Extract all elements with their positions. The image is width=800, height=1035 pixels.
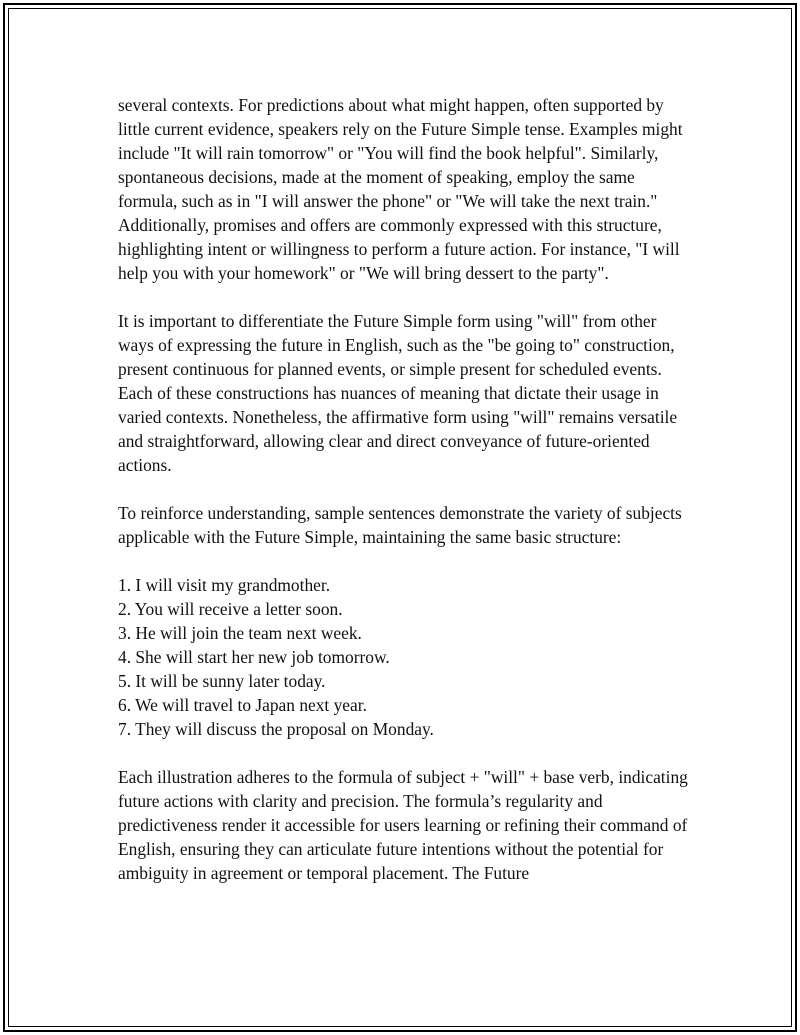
document-body	[118, 93, 688, 909]
list-item: 4. She will start her new job tomorrow.	[118, 647, 390, 667]
paragraph-differentiation: It is important to differentiate the Future Simple form using "will" from other ways of expressing the future in English, such as the "be going to" construction, present continuous for planned events, or simple present for scheduled events. Each of these constructions has nuances of meaning that dictate their usage in varied contexts. Nonetheless, the affirmative form using "will" remains versatile and straightforward, allowing clear and direct conveyance of future-oriented actions.	[118, 311, 678, 475]
list-item: 5. It will be sunny later today.	[118, 671, 326, 691]
list-item: 2. You will receive a letter soon.	[118, 599, 343, 619]
paragraph-predictions: several contexts. For predictions about what might happen, often supported by little current evidence, speakers rely on the Future Simple tense. Examples might include "It will rain tomorrow" or "You will find the book helpful". Similarly, spontaneous decisions, made at the moment of speaking, employ the same formula, such as in "I will answer the phone" or "We will take the next train." Additionally, promises and offers are commonly expressed with this structure, highlighting intent or willingness to perform a future action. For instance, "I will help you with your homework" or "We will bring dessert to the party".	[118, 95, 683, 283]
example-sentence-list	[118, 573, 688, 741]
list-item: 1. I will visit my grandmother.	[118, 575, 331, 595]
paragraph-examples-intro: To reinforce understanding, sample sentences demonstrate the variety of subjects applicable with the Future Simple, maintaining the same basic structure:	[118, 503, 682, 547]
paragraph-formula: Each illustration adheres to the formula of subject + "will" + base verb, indicating future actions with clarity and precision. The formula’s regularity and predictiveness render it accessible for users learning or refining their command of English, ensuring they can articulate future intentions without the potential for ambiguity in agreement or temporal placement. The Future	[118, 767, 688, 883]
list-item: 7. They will discuss the proposal on Monday.	[118, 719, 434, 739]
list-item: 6. We will travel to Japan next year.	[118, 695, 367, 715]
list-item: 3. He will join the team next week.	[118, 623, 362, 643]
